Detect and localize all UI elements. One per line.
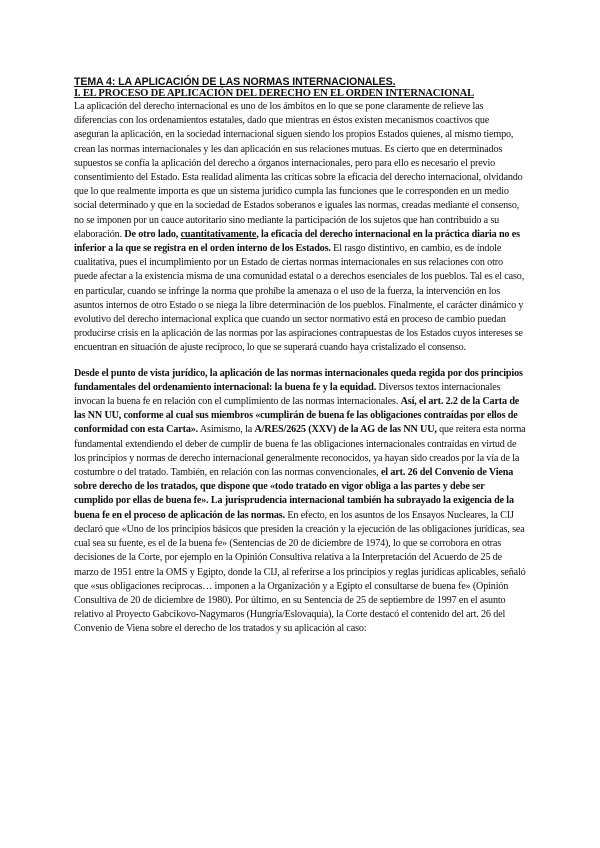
- p1-bold-1: De otro lado, cuantitativamente, la eficacia del derecho internacional en la práctica diaria no es inferior a la que se registra en el orden interno de los Estados.: [74, 228, 520, 255]
- topic-title: TEMA 4: LA APLICACIÓN DE LAS NORMAS INTERNACIONALES.: [74, 76, 396, 88]
- paragraph-1: [74, 100, 526, 356]
- p1-text-1: La aplicación del derecho internacional es uno de los ámbitos en lo que se pone claramente de relieve las diferencias con los ordenamientos estatales, dado que mientras en éstos existen mecanismos coactivos que aseguran la aplicación, en la sociedad internacional siguen siendo los propios Estados quienes, al mismo tiempo, crean las normas internacionales y les dan aplicación en sus relaciones mutuas. Es cierto que en determinados supuestos se confía la aplicación del derecho a órganos internacionales, pero para ello es necesario el previo consentimiento del Estado. Esta realidad alimenta las críticas sobre la eficacia del derecho internacional, olvidando que lo que realmente importa es que un sistema jurídico cumpla las funciones que le corresponden en un medio social determinado y que en la sociedad de Estados soberanos e iguales las normas, creadas mediante el consenso, no se imponen por un cauce autoritario sino mediante la participación de los sujetos que han contribuido a su elaboración.: [74, 101, 523, 240]
- p1-text-2: El rasgo distintivo, en cambio, es de índole cualitativa, pues el incumplimiento por un Estado de ciertas normas internacionales en sus relaciones con otro puede afectar a la existencia misma de una comunidad estatal o a derechos esenciales de los pueblos. Tal es el caso, en particular, cuando se infringe la norma que prohíbe la amenaza o el uso de la fuerza, la intervención en los asuntos internos de otro Estado o se niega la libre determinación de los pueblos. Finalmente, el carácter dinámico y evolutivo del derecho internacional explica que cuando un sector normativo está en proceso de cambio puedan producirse crisis en la aplicación de las normas por las aspiraciones contrapuestas de los Estados cuyos intereses se encuentran en situación de ajuste recíproco, lo que se superará cuando haya cristalizado el consenso.: [74, 243, 525, 354]
- p2-bold-3: A/RES/2625 (XXV) de la AG de las NN UU,: [254, 424, 437, 436]
- section-heading: I. EL PROCESO DE APLICACIÓN DEL DERECHO EN EL ORDEN INTERNACIONAL: [74, 88, 474, 99]
- p2-bold-4: el art. 26 del Convenio de Viena sobre derecho de los tratados, que dispone que «todo tratado en vigor obliga a las partes y debe ser cumplido por ellas de buena fe». La jurisprudencia internacional también ha subrayado la exigencia de la buena fe en el proceso de aplicación de las normas.: [74, 467, 514, 521]
- document-body: [74, 76, 526, 637]
- p1-underlined: cuantitativamente: [180, 228, 257, 240]
- p2-text-4: En efecto, en los asuntos de los Ensayos Nucleares, la CIJ declaró que «Uno de los principios básicos que presiden la creación y la ejecución de las obligaciones jurídicas, sea cual sea su fuente, es el de la buena fe» (Sentencias de 20 de diciembre de 1974), lo que se corrobora en otras decisiones de la Corte, por ejemplo en la Opinión Consultiva relativa a la Interpretación del Acuerdo de 25 de marzo de 1951 entre la OMS y Egipto, donde la CIJ, al referirse a los principios y reglas jurídicas aplicables, señaló que «sus obligaciones recíprocas… imponen a la Organización y a Egipto el consultarse de buena fe» (Opinión Consultiva de 20 de diciembre de 1980). Por último, en su Sentencia de 25 de septiembre de 1997 en el asunto relativo al Proyecto Gabcikovo-Nagymaros (Hungría/Eslovaquia), la Corte destacó el contenido del art. 26 del Convenio de Viena sobre el derecho de los tratados y su aplicación al caso:: [74, 509, 526, 635]
- p2-bold-1: Desde el punto de vista jurídico, la aplicación de las normas internacionales queda regida por dos principios fundamentales del ordenamiento internacional: la buena fe y la equidad.: [74, 367, 523, 393]
- p2-text-1: Diversos textos internacionales invocan la buena fe en relación con el cumplimiento de las normas internacionales.: [74, 381, 501, 408]
- p2-bold-2: Así, el art. 2.2 de la Carta de las NN UU, conforme al cual sus miembros «cumplirán de buena fe las obligaciones contraídas por ellos de conformidad con esta Carta».: [74, 396, 520, 436]
- p2-text-3: que reitera esta norma fundamental extendiendo el deber de cumplir de buena fe las obligaciones internacionales contraídas en virtud de los principios y normas de derecho internacional generalmente reconocidos, ya hayan sido creados por la vía de la costumbre o del tratado. También, en relación con las normas convencionales,: [74, 424, 526, 479]
- p2-text-2: Asimismo, la: [198, 424, 255, 436]
- paragraph-2: [74, 367, 526, 637]
